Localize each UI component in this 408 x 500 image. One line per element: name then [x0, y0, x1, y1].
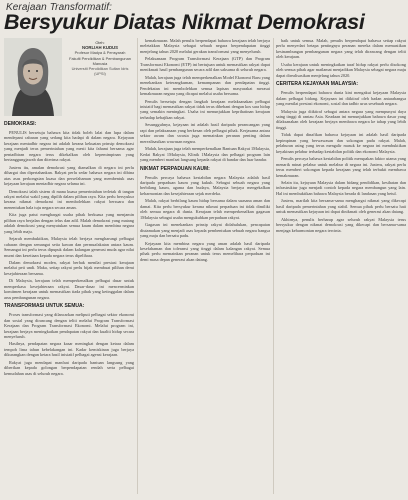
section-heading-transformasi: TRANSFORMASI UNTUK SEMUA:	[4, 303, 85, 310]
col3-body-2	[276, 90, 406, 233]
col1-body-2	[4, 312, 134, 376]
col1-body	[4, 130, 134, 300]
article-headline: Bersyukur Diatas Nikmat Demokrasi	[4, 10, 365, 34]
paragraph: Penulis percaya bahawa kestabilan politik merupakan faktor utama yang menarik minat pelabur untuk melabur di negara ini. Justeru, rakyat perlu terus memberi sokongan kepada kerajaan yang telah terbukti membawa kemakmuran.	[276, 156, 406, 178]
paragraph: Akhirnya, penulis berharap agar seluruh rakyat Malaysia terus bersyukur dengan nikmat demokrasi yang dikecapi dan bersama-sama menjaga keharmonian negara tercinta.	[276, 216, 406, 233]
paragraph: Proses transformasi yang dilancarkan meliputi pelbagai sektor ekonomi dan sosial yang dirancang dengan teliti melalui Program Transformasi Kerajaan dan Program Transformasi Ekonomi. Melalui program ini, kerajaan berjaya meningkatkan pendapatan rakyat dan kualiti hidup secara menyeluruh.	[4, 312, 134, 339]
author-name: NORLIAH KUDUS	[81, 45, 119, 51]
paragraph: Malah, kerajaan juga telah memperkenalkan Model Ekonomi Baru yang menekankan keterangkuman, kemampanan dan pendapatan tinggi. Pendekatan ini membolehkan semua lapisan masyarakat merasai kemakmuran negara yang dicapai melalui usaha bersama.	[140, 74, 270, 97]
column-divider	[137, 38, 138, 494]
paragraph: Tidak dapat dinafikan bahawa kejayaan ini adalah hasil daripada kepimpinan yang berwawasan dan sokongan padu rakyat. Malah, pelaburan asing yang terus mengalir masuk ke negara ini membuktikan keyakinan pelabur terhadap kestabilan politik dan ekonomi Malaysia.	[276, 132, 406, 154]
author-department: Fakulti Pendidikan & Pembangunan Manusia	[69, 55, 131, 66]
author-box	[4, 38, 134, 118]
paragraph: Sesungguhnya, kejayaan ini adalah hasil daripada perancangan yang rapi dan pelaksanaan yang berkesan oleh pelbagai pihak. Kerjasama antara sektor awam dan swasta juga memainkan peranan penting dalam merealisasikan wawasan negara.	[140, 122, 270, 144]
paragraph: Gagasan ini menekankan prinsip rakyat didahulukan, pencapaian diutamakan yang menjadi asas kepada pembentukan sebuah negara bangsa yang maju dan bersatu padu.	[140, 222, 270, 239]
col3-body	[276, 38, 406, 78]
paragraph: Kita juga patut menghargai usaha pihak berkuasa yang menjamin pilihan raya berjalan dengan telus dan adil. Malah demokrasi yang matang adalah demokrasi yang menyatukan semua kaum dalam membina negara yang lebih maju.	[4, 212, 134, 234]
col2-body	[140, 38, 270, 163]
paragraph: Hasilnya, pendapatan negara kasar meningkat dengan ketara dalam tempoh lima tahun kebelakangan ini. Kadar kemiskinan juga berjaya dikurangkan dengan ketara hasil inisiatif pelbagai agensi kerajaan.	[4, 341, 134, 358]
paragraph: Malah, kerajaan juga telah memperkenalkan Bantuan Rakyat 1Malaysia, Kedai Rakyat 1Malaysia, Klinik 1Malaysia dan pelbagai program lain yang memberi manfaat langsung kepada rakyat di bandar dan luar bandar.	[140, 146, 270, 163]
col2-body-2	[140, 175, 270, 263]
paragraph: kemakmuran. Malah penulis berpendapat bahawa kerajaan telah berjaya meletakkan Malaysia sebagai sebuah negara berpendapatan tinggi menjelang tahun 2020 melalui gerakan transformasi yang menyeluruh.	[140, 38, 270, 54]
paragraph: Usaha kerajaan untuk meningkatkan taraf hidup rakyat perlu disokong oleh semua pihak agar matlamat menjadikan Malaysia sebagai negara maju dapat direalisasikan menjelang tahun 2020.	[276, 61, 406, 78]
article-column-1	[4, 38, 134, 378]
author-by: Oleh:	[95, 40, 105, 45]
article-kicker: Kerajaan Transformatif:	[6, 2, 113, 13]
paragraph: baik untuk semua. Malah, penulis berpendapat bahawa setiap rakyat perlu menyedari betapa pentingnya peranan mereka dalam memastikan kesinambungan pembangunan negara yang telah dirancang dengan teliti oleh kerajaan.	[276, 38, 406, 60]
article-column-3	[276, 38, 406, 235]
paragraph: Malaysia juga diiktiraf sebagai antara negara yang mempunyai daya saing tinggi di rantau Asia. Keadaan ini menunjukkan bahawa dasar yang dilaksanakan oleh kerajaan berjaya membawa negara ke tahap yang lebih tinggi.	[276, 108, 406, 130]
column-divider	[273, 38, 274, 494]
paragraph: Dalam demokrasi moden, rakyat berhak menilai prestasi kerajaan melalui peti undi. Maka, setiap rakyat perlu bijak membuat pilihan demi kesejahteraan bersama.	[4, 259, 134, 276]
author-role: Profesor Madya & Pensyarah	[74, 50, 126, 56]
paragraph: Justeru itu, amalan demokrasi yang diamalkan di negara ini perlu dihargai dan dipertahankan. Rakyat perlu sedar bahawa negara ini dibina atas asas perkongsian kuasa dan persefahaman yang membentuk asas kejayaan kerajaan mentadbir negara selama ini.	[4, 164, 134, 187]
section-heading-perpaduan: NIKMAT PERPADUAN KAUM:	[140, 165, 210, 172]
paragraph: Sejarah membuktikan, Malaysia telah berjaya mengharungi pelbagai cabaran dengan semangat setia kawan dan permuafakatan antara kaum. Semangat ini perlu terus dipupuk dalam kalangan generasi muda agar nilai murni dan kesetiaan kepada negara terus dipelihara.	[4, 236, 134, 258]
section-heading-kejayaan: CERITERA KEJAYAAN MALAYSIA:	[276, 81, 359, 88]
paragraph: Justeru, marilah kita bersama-sama menghargai nikmat yang dikecapi hasil daripada pemerintahan yang stabil. Semua pihak perlu bersatu hati untuk memastikan kejayaan ini dapat dinikmati oleh generasi akan datang.	[276, 198, 406, 215]
paragraph: Selain itu, kejayaan Malaysia dalam bidang pendidikan, kesihatan dan infrastruktur juga menjadi contoh kepada negara membangun yang lain. Hal ini membuktikan bahawa Malaysia berada di landasan yang betul.	[276, 179, 406, 196]
section-heading-demokrasi: DEMOKRASI:	[4, 121, 37, 127]
author-caption	[66, 40, 134, 76]
paragraph: Di Malaysia, kerajaan telah memperkenalkan pelbagai dasar untuk memperkasa kesejahteraan rakyat. Dasar-dasar ini mencerminkan komitmen kerajaan untuk memastikan tiada pihak yang ketinggalan dalam arus pembangunan negara.	[4, 278, 134, 300]
paragraph: Penulis bersetuju dengan langkah kerajaan melaksanakan pelbagai inisiatif bagi memastikan rakyat tidak terus dibebani dengan kos sara hidup yang semakin meningkat. Usaha ini menunjukkan keprihatinan kerajaan terhadap kebajikan rakyat.	[140, 98, 270, 120]
paragraph: Kejayaan kita membina negara yang aman adalah hasil daripada kesefahaman dan toleransi yang tinggi dalam kalangan rakyat. Semua pihak perlu memainkan peranan untuk terus memelihara perpaduan ini demi masa depan generasi akan datang.	[140, 240, 270, 262]
article-column-2	[140, 38, 270, 264]
paragraph: Pelaksanaan Program Transformasi Kerajaan (GTP) dan Program Transformasi Ekonomi (ETP) ini bertujuan untuk memastikan rakyat dapat menikmati hasil pembangunan secara adil dan saksama di seluruh negara.	[140, 56, 270, 73]
paragraph: Rakyat juga mendapat manfaat daripada bantuan langsung yang diberikan kepada golongan berpendapatan rendah serta pelbagai kemudahan asas di seluruh negara.	[4, 359, 134, 376]
author-university: Universiti Pendidikan Sultan Idris (UPSI)	[71, 66, 129, 77]
paragraph: Penulis berpendapat bahawa dunia kini mengakui kejayaan Malaysia dalam pelbagai bidang. Kejayaan ini diiktiraf oleh badan antarabangsa yang menilai prestasi ekonomi, sosial dan tadbir urus sesebuah negara.	[276, 90, 406, 107]
paragraph: Demokrasi ialah sistem di mana kuasa pemerintahan terletak di tangan rakyat melalui wakil yang dipilih dalam pilihan raya. Kita perlu bersyukur kerana nikmat demokrasi ini membolehkan rakyat bersuara dan menentukan hala tuju negara secara aman.	[4, 188, 134, 210]
paragraph: PENULIS bersetuju bahawa kita tidak boleh lalai dan lupa dalam mendepani cabaran yang sedang kita hadapi di dalam negara. Kejayaan kerajaan mentadbir negara ini adalah kerana kekuatan prinsip demokrasi yang menjadi teras pemerintahan yang mesti kita fahami bersama agar pentadbiran negara terus dikekalkan oleh kepemimpinan yang bertanggungjawab dan diterima rakyat.	[4, 130, 134, 163]
paragraph: Penulis percaya bahawa kestabilan negara Malaysia adalah hasil daripada perpaduan kaum yang kukuh. Sebagai sebuah negara yang berbilang kaum, agama dan budaya, Malaysia berjaya mengekalkan keharmonian dan kesejahteraan sejak merdeka.	[140, 174, 270, 196]
paragraph: Malah, rakyat berbilang kaum hidup bersama dalam suasana aman dan damai. Kita perlu bersyukur kerana nikmat perpaduan ini tidak dimiliki oleh semua negara di dunia. Kerajaan telah memperkenalkan gagasan 1Malaysia sebagai usaha mengukuhkan perpaduan rakyat.	[140, 198, 270, 220]
author-photo	[4, 38, 62, 116]
